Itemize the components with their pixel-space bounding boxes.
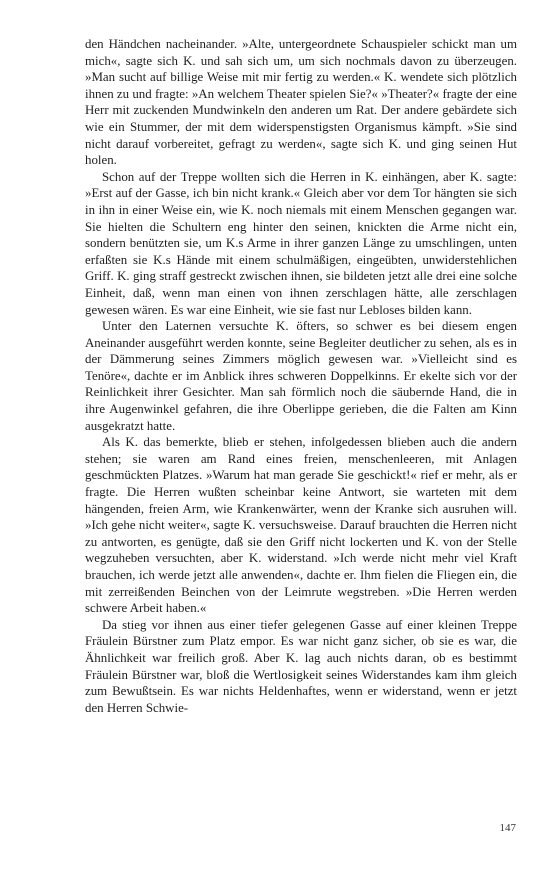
paragraph-5: Da stieg vor ihnen aus einer tiefer gelegenen Gasse auf einer kleinen Treppe Fräulein Bürstner zum Platz empor. Es war nicht ganz sicher, ob sie es war, die Ähnlichkeit war freilich groß. Aber K. lag auch nichts daran, ob es bestimmt Fräulein Bürstner war, bloß die Wertlosigkeit seines Widerstandes kam ihm gleich zum Bewußtsein. Es war nichts Heldenhaftes, wenn er widerstand, wenn er jetzt den Herren Schwie- bbox=[85, 617, 517, 715]
paragraph-2: Schon auf der Treppe wollten sich die Herren in K. einhängen, aber K. sagte: »Erst auf der Gasse, ich bin nicht krank.« Gleich aber vor dem Tor hängten sie sich in ihn in einer Weise ein, wie K. noch niemals mit einem Menschen gegangen war. Sie hielten die Schultern eng hinter den seinen, knickten die Arme nicht ein, sondern benützten sie, um K.s Arme in ihrer ganzen Länge zu umschlingen, unten erfaßten sie K.s Hände mit einem schulmäßigen, eingeübten, unwiderstehlichen Griff. K. ging straff gestreckt zwischen ihnen, sie bildeten jetzt alle drei eine solche Einheit, daß, wenn man einen von ihnen zerschlagen hätte, alle zerschlagen gewesen wären. Es war eine Einheit, wie sie fast nur Lebloses bilden kann. bbox=[85, 169, 517, 317]
page-number: 147 bbox=[499, 822, 516, 834]
paragraph-1: den Händchen nacheinander. »Alte, untergeordnete Schauspieler schickt man um mich«, sagte sich K. und sah sich um, um sich nochmals davon zu überzeugen. »Man sucht auf billige Weise mit mir fertig zu werden.« K. wendete sich plötzlich ihnen zu und fragte: »An welchem Theater spielen Sie?« »Theater?« fragte der eine Herr mit zuckenden Mundwinkeln den anderen um Rat. Der andere gebärdete sich wie ein Stummer, der mit dem widerspenstigsten Organismus kämpft. »Sie sind nicht darauf vorbereitet, gefragt zu werden«, sagte sich K. und ging seinen Hut holen. bbox=[85, 37, 517, 168]
page-body bbox=[85, 36, 517, 716]
paragraph-3: Unter den Laternen versuchte K. öfters, so schwer es bei diesem engen Aneinander ausgeführt werden konnte, seine Begleiter deutlicher zu sehen, als es in der Dämmerung seines Zimmers möglich gewesen war. »Vielleicht sind es Tenöre«, dachte er im Anblick ihres schweren Doppelkinns. Er ekelte sich vor der Reinlichkeit ihrer Gesichter. Man sah förmlich noch die säubernde Hand, die in ihre Augenwinkel gefahren, die ihre Oberlippe gerieben, die die Falten am Kinn ausgekratzt hatte. bbox=[85, 319, 517, 433]
paragraph-4: Als K. das bemerkte, blieb er stehen, infolgedessen blieben auch die andern stehen; sie waren am Rand eines freien, menschenleeren, mit Anlagen geschmückten Platzes. »Warum hat man gerade Sie geschickt!« rief er mehr, als er fragte. Die Herren wußten scheinbar keine Antwort, sie warteten mit dem hängenden, freien Arm, wie Krankenwärter, wenn der Kranke sich ausruhen will. »Ich gehe nicht weiter«, sagte K. versuchsweise. Darauf brauchten die Herren nicht zu antworten, es genügte, daß sie den Griff nicht lockerten und K. von der Stelle wegzuheben versuchten, aber K. widerstand. »Ich werde nicht mehr viel Kraft brauchen, ich werde jetzt alle anwenden«, dachte er. Ihm fielen die Fliegen ein, die mit zerreißenden Beinchen von der Leimrute wegstreben. »Die Herren werden schwere Arbeit haben.« bbox=[85, 435, 517, 616]
